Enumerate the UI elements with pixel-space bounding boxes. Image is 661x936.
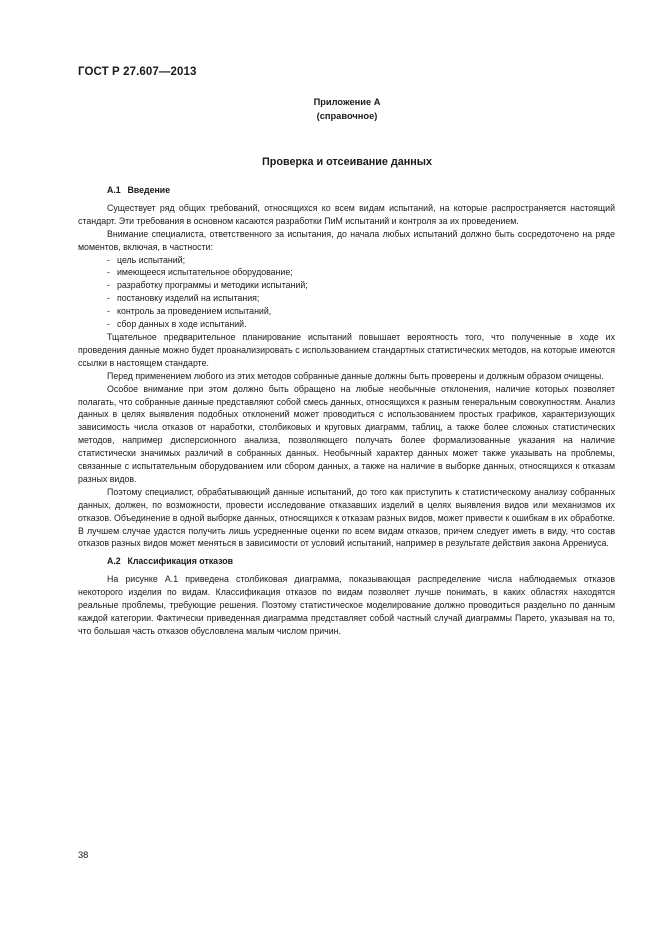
dash-bullet: - xyxy=(107,280,110,291)
section-title: Классификация отказов xyxy=(127,556,234,567)
standard-number: ГОСТ Р 27.607—2013 xyxy=(78,66,197,78)
paragraph: Перед применением любого из этих методов собранные данные должны быть проверены и должным образом очищены. xyxy=(107,370,604,381)
list-item xyxy=(78,266,615,279)
paragraph: Особое внимание при этом должно быть обращено на любые необычные отклонения, наличие которых позволяет полагать, что собранные данные представляют собой смесь данных, относящихся к разным генеральным совокупностям. Анализ данных в целях выявления подобных отклонений может проводиться с использованием простых графиков, характеризующих зависимость числа отказов от наработки, столбиковых и круговых диаграмм, таблиц, а также более сложных статистических методов, например дисперсионного анализа, позволяющего получать более формализованные указания на наличие статистически значимых различий в собранных данных. Необычный характер данных может также указывать на проблемы, связанные с испытательным оборудованием или сбором данных, а также на наличие в выборке данных, относящихся к отказам разных видов. xyxy=(78,383,615,484)
paragraph: Внимание специалиста, ответственного за испытания, до начала любых испытаний должно быть сосредоточено на ряде моментов, включая, в частности: xyxy=(78,228,615,252)
bullet-list xyxy=(78,254,615,331)
paragraph: Существует ряд общих требований, относящихся ко всем видам испытаний, на которые распространяется настоящий стандарт. Эти требования в основном касаются разработки ПиМ испытаний и контроля за их проведением. xyxy=(78,202,615,226)
section-title: Введение xyxy=(127,185,171,195)
list-item-text: постановку изделий на испытания; xyxy=(117,293,260,304)
paragraph: На рисунке А.1 приведена столбиковая диаграмма, показывающая распределение числа наблюдаемых отказов некоторого изделия по видам. Классификация отказов по видам позволяет лучше понимать, в каких областях находятся реальные проблемы, требующие решения. Поэтому статистическое моделирование должно проводиться раздельно по данным каждой категории. Фактически приведенная диаграмма представляет собой частный случай диаграммы Парето, указывая на то, что большая часть отказов обусловлена малым числом причин. xyxy=(78,574,615,636)
list-item xyxy=(78,254,615,267)
dash-bullet: - xyxy=(107,254,110,265)
list-item xyxy=(78,318,615,331)
dash-bullet: - xyxy=(107,319,110,330)
list-item-text: сбор данных в ходе испытаний. xyxy=(117,319,247,330)
appendix-heading xyxy=(0,95,661,123)
dash-bullet: - xyxy=(107,293,110,304)
section-number: А.2 xyxy=(107,556,121,567)
list-item-text: разработку программы и методики испытаний; xyxy=(117,280,308,291)
appendix-title: Проверка и отсеивание данных xyxy=(262,156,432,168)
page-number: 38 xyxy=(78,850,89,860)
section-number: А.1 xyxy=(107,185,121,195)
paragraph: Тщательное предварительное планирование испытаний повышает вероятность того, что полученные в ходе их проведения данные можно будет проанализировать с использованием стандартных статистических методов, на которые имеются ссылки в настоящем стандарте. xyxy=(78,331,615,368)
document-body xyxy=(78,184,615,638)
dash-bullet: - xyxy=(107,267,110,278)
dash-bullet: - xyxy=(107,306,110,317)
section-heading-a1 xyxy=(78,184,615,197)
paragraph: Поэтому специалист, обрабатывающий данные испытаний, до того как приступить к статистическому анализу собранных данных, должен, по возможности, провести исследование отказавших изделий в целях выявления видов или механизмов их отказов. Объединение в одной выборке данных, относящихся к отказам разных видов, может привести к ошибкам в их обработке. В лучшем случае удастся получить лишь усредненные оценки по всем видам отказов, причем следует иметь в виду, что состав отказов разных видов может меняться в зависимости от условий испытаний, например в результате действия закона Аррениуса. xyxy=(78,486,615,549)
appendix-label: Приложение А xyxy=(313,97,381,107)
list-item-text: контроль за проведением испытаний, xyxy=(117,306,272,317)
list-item-text: цель испытаний; xyxy=(117,254,186,265)
list-item xyxy=(78,305,615,318)
list-item xyxy=(78,292,615,305)
list-item-text: имеющееся испытательное оборудование; xyxy=(117,267,293,278)
list-item xyxy=(78,279,615,292)
appendix-note: (справочное) xyxy=(316,111,378,121)
section-heading-a2 xyxy=(78,555,615,568)
